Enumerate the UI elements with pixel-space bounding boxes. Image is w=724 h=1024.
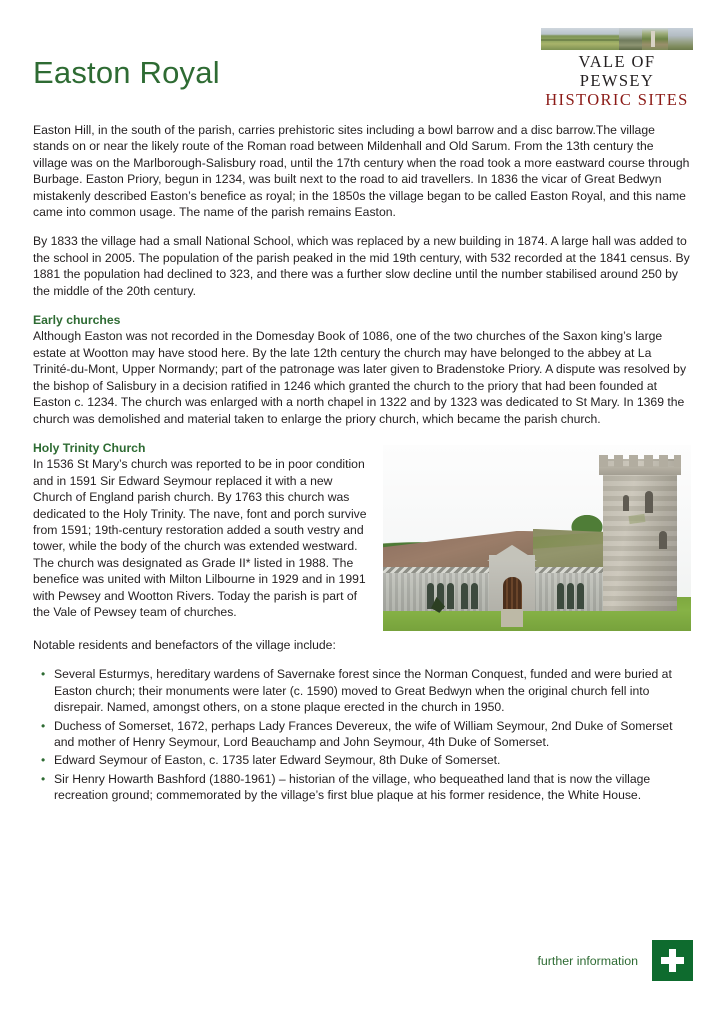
logo-line-historic-sites: HISTORIC SITES — [545, 89, 689, 109]
photo-window-4 — [461, 583, 468, 609]
photo-porch-path — [501, 609, 523, 627]
logo-photo-4 — [668, 28, 693, 50]
notable-residents-intro: Notable residents and benefactors of the village include: — [33, 637, 336, 652]
further-information-label: further information — [537, 953, 638, 968]
photo-tower-window-2 — [659, 531, 667, 549]
school-paragraph: By 1833 the village had a small National School, which was replaced by a new building in 1874. A large hall was added to the school in 2005. The population of the parish peaked in the mid 19th century, with 532 recorded at the 1841 census. By 1881 the population had declined to 323, and there was a further slow decline until the number stabilised around 250 by the middle of the 20th century. — [33, 234, 690, 298]
page-header — [0, 0, 724, 110]
document-body — [33, 122, 691, 806]
intro-paragraph: Easton Hill, in the south of the parish, carries prehistoric sites including a bowl barrow and a disc barrow.The village stands on or near the likely route of the Roman road between Mildenhall and Old Sarum. From the 13th century the village was on the Marlborough-Salisbury road, until the 17th century when the road took a more eastward course through Burbage. Easton Priory, begun in 1234, was built next to the road to aid travellers. In 1836 the vicar of Great Bedwyn mistakenly described Easton’s benefice as royal; in the 1850s the village began to be called Easton Royal, and this name came into common usage. The name of the parish remains Easton. — [33, 123, 690, 220]
photo-tower-battlements — [599, 455, 681, 467]
plus-icon[interactable] — [652, 940, 693, 981]
list-item: • Edward Seymour of Easton, c. 1735 later Edward Seymour, 8th Duke of Somerset. — [54, 752, 691, 768]
photo-window-3 — [447, 583, 454, 609]
photo-window-5 — [471, 583, 478, 609]
photo-window-7 — [567, 583, 574, 609]
list-item: • Sir Henry Howarth Bashford (1880-1961) – historian of the village, who bequeathed land that is now the village recreation ground; commemorated by the village’s first blue plaque at his former residence, the White House. — [54, 771, 691, 804]
photo-porch-door — [503, 577, 522, 611]
list-item: • Several Esturmys, hereditary wardens of Savernake forest since the Norman Conquest, funded and were buried at Easton church; their monuments were later (c. 1590) moved to Great Bedwyn when the original church fell into disrepair. Named, amongst others, on a stone plaque erected in the church in 1950. — [54, 666, 691, 715]
photo-tree-right — [569, 513, 605, 533]
page-footer — [537, 940, 693, 981]
holy-trinity-heading: Holy Trinity Church — [33, 440, 146, 455]
early-churches-heading: Early churches — [33, 313, 121, 328]
logo-line-vale-of-pewsey: VALE OF PEWSEY — [578, 52, 656, 90]
logo-photo-1 — [541, 28, 619, 50]
photo-tower-cap — [599, 466, 681, 475]
holy-trinity-church-image — [383, 445, 691, 631]
logo-photo-2 — [619, 28, 642, 50]
photo-tower-window-3 — [623, 495, 629, 511]
photo-window-8 — [577, 583, 584, 609]
vale-of-pewsey-logo — [541, 28, 693, 110]
photo-window-6 — [557, 583, 564, 609]
notable-residents-list — [33, 666, 691, 803]
holy-trinity-paragraph: In 1536 St Mary’s church was reported to be in poor condition and in 1591 Sir Edward Seymour replaced it with a new Church of England parish church. By 1763 this church was dedicated to the Holy Trinity. The nave, font and porch survive from 1591; 19th-century restoration added a south vestry and tower, while the body of the church was extended westward. The church was designated as Grade II* listed in 1988. The benefice was united with Milton Lilbourne in 1929 and in 1991 with Pewsey and Wootton Rivers. Today the parish is part of the Vale of Pewsey team of churches. — [33, 457, 367, 619]
page-title: Easton Royal — [33, 55, 220, 90]
logo-photo-strip-icon — [541, 28, 693, 50]
list-item: • Duchess of Somerset, 1672, perhaps Lady Frances Devereux, the wife of William Seymour, 2nd Duke of Somerset and mother of Henry Seymour, Lord Beauchamp and John Seymour, 4th Duke of Somerset. — [54, 718, 691, 751]
early-churches-paragraph: Although Easton was not recorded in the Domesday Book of 1086, one of the two churches of the Saxon king’s large estate at Wootton may have stood here. By the late 12th century the church may have belonged to the abbey at La Trinité-du-Mont, Upper Normandy; part of the patronage was later given to Bradenstoke Priory. A dispute was resolved by the bishop of Salisbury in a decision ratified in 1246 which granted the church to the priory that had been founded at Easton c. 1234. The church was enlarged with a north chapel in 1322 and by 1323 was dedicated to St Mary. In 1369 the church was demolished and material taken to enlarge the priory church, which became the parish church. — [33, 329, 687, 426]
logo-photo-3 — [642, 28, 668, 50]
photo-tower-window-1 — [645, 491, 653, 513]
